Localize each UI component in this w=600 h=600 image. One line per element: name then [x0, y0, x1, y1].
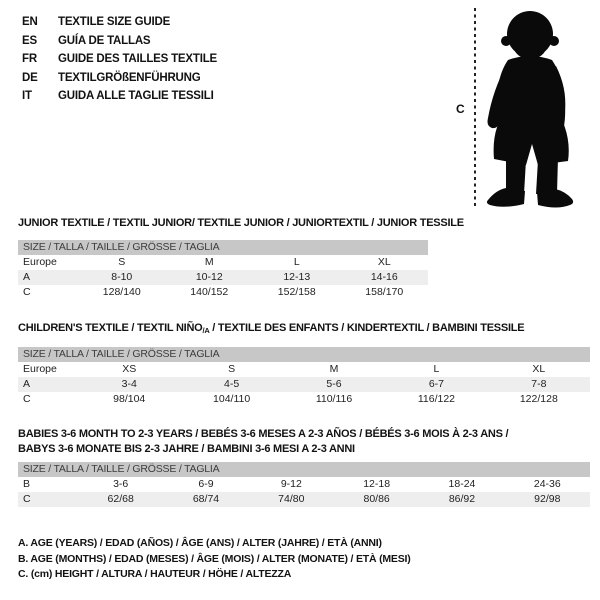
language-code: DE	[22, 71, 38, 84]
table-title-pre: CHILDREN'S TEXTILE / TEXTIL NIÑO	[18, 322, 203, 334]
table-row-age-months	[18, 477, 590, 492]
size-cell: 86/92	[448, 493, 476, 505]
note-age-months: B. AGE (MONTHS) / EDAD (MESES) / ÂGE (MOIS) / ALTER (MONATE) / ETÀ (MESI)	[18, 552, 411, 565]
size-cell: M	[204, 256, 214, 268]
size-cell: 3-4	[121, 378, 137, 390]
size-cell: 110/116	[315, 393, 353, 405]
size-cell: 12-18	[363, 478, 391, 490]
size-cell: XL	[532, 363, 546, 375]
size-cell: S	[228, 363, 236, 375]
size-cell: 14-16	[370, 271, 398, 283]
size-cell: 3-6	[113, 478, 129, 490]
note-age-years: A. AGE (YEARS) / EDAD (AÑOS) / ÂGE (ANS) / ALTER (JAHRE) / ETÀ (ANNI)	[18, 537, 382, 549]
size-cell: 92/98	[534, 493, 561, 505]
language-label: GUIDA ALLE TAGLIE TESSILI	[58, 90, 214, 102]
table-row-height	[18, 492, 590, 507]
table-title-subscript: /A	[202, 326, 210, 335]
table-row-europe	[18, 255, 428, 270]
size-cell: 68/74	[192, 493, 220, 505]
table-title: JUNIOR TEXTILE / TEXTIL JUNIOR/ TEXTILE JUNIOR / JUNIORTEXTIL / JUNIOR TESSILE	[18, 217, 464, 229]
row-label: C	[23, 393, 31, 405]
table-title-line1: BABIES 3-6 MONTH TO 2-3 YEARS / BEBÉS 3-6 MESES A 2-3 AÑOS / BÉBÉS 3-6 MOIS À 2-3 ANS /	[18, 428, 509, 440]
table-row-height	[18, 392, 590, 407]
size-figure	[450, 0, 600, 215]
size-cell: S	[118, 256, 126, 268]
table-title-line2: BABYS 3-6 MONATE BIS 2-3 JAHRE / BAMBINI 3-6 MESI A 2-3 ANNI	[18, 443, 355, 455]
note-height: C. (cm) HEIGHT / ALTURA / HAUTEUR / HÖHE / ALTEZZA	[18, 568, 292, 580]
language-label: GUIDE DES TAILLES TEXTILE	[58, 53, 217, 65]
size-header-bar: SIZE / TALLA / TAILLE / GRÖSSE / TAGLIA	[18, 462, 590, 477]
language-code: EN	[22, 16, 38, 28]
row-label: C	[23, 286, 31, 298]
row-label: C	[23, 493, 31, 505]
table-title	[18, 427, 590, 457]
size-cell: 140/152	[190, 286, 229, 298]
row-label: Europe	[23, 256, 57, 268]
language-label: TEXTILGRÖßENFÜHRUNG	[58, 71, 201, 84]
size-cell: 128/140	[102, 286, 141, 298]
row-label: A	[23, 271, 31, 283]
size-cell: 80/86	[363, 493, 390, 505]
size-cell: 152/158	[277, 286, 316, 298]
size-cell: 104/110	[213, 393, 251, 405]
size-cell: 4-5	[224, 378, 240, 390]
language-row-de	[22, 69, 217, 88]
height-measure-label: C	[456, 102, 465, 116]
size-cell: 6-7	[428, 378, 445, 390]
language-row-es	[22, 32, 217, 51]
language-code: IT	[22, 90, 32, 102]
language-row-fr	[22, 50, 217, 69]
language-list	[22, 13, 217, 106]
size-cell: M	[329, 363, 339, 375]
size-header-bar: SIZE / TALLA / TAILLE / GRÖSSE / TAGLIA	[18, 347, 590, 362]
table-row-age	[18, 270, 428, 285]
size-cell: 122/128	[519, 393, 558, 405]
language-label: GUÍA DE TALLAS	[58, 34, 151, 47]
size-cell: L	[293, 256, 300, 268]
size-cell: 116/122	[417, 393, 456, 405]
size-header-bar: SIZE / TALLA / TAILLE / GRÖSSE / TAGLIA	[18, 240, 428, 255]
table-title	[18, 322, 590, 337]
legend-notes	[18, 536, 411, 583]
table-junior-textile	[18, 217, 464, 300]
size-cell: 7-8	[531, 378, 547, 390]
size-cell: 8-10	[111, 271, 133, 283]
language-code: FR	[22, 53, 37, 65]
size-cell: 98/104	[113, 393, 146, 405]
size-cell: 24-36	[533, 478, 561, 490]
size-cell: 5-6	[326, 378, 342, 390]
size-cell: 12-13	[283, 271, 311, 283]
height-dashed-line	[474, 8, 476, 208]
size-cell: 62/68	[107, 493, 134, 505]
size-cell: L	[433, 363, 440, 375]
size-cell: 10-12	[195, 271, 223, 283]
table-childrens-textile	[18, 322, 590, 407]
table-title-post: / TEXTILE DES ENFANTS / KINDERTEXTIL / BAMBINI TESSILE	[209, 322, 525, 334]
row-label: Europe	[23, 363, 57, 375]
table-row-age	[18, 377, 590, 392]
size-cell: 158/170	[365, 286, 404, 298]
size-cell: XS	[122, 363, 137, 375]
size-cell: 18-24	[448, 478, 476, 490]
language-row-en	[22, 13, 217, 32]
size-cell: XL	[377, 256, 391, 268]
baby-silhouette	[480, 8, 580, 208]
size-cell: 74/80	[278, 493, 305, 505]
size-cell: 6-9	[198, 478, 214, 490]
language-row-it	[22, 87, 217, 106]
row-label: A	[23, 378, 31, 390]
language-label: TEXTILE SIZE GUIDE	[58, 16, 171, 28]
table-row-europe	[18, 362, 590, 377]
size-cell: 9-12	[280, 478, 302, 490]
language-code: ES	[22, 34, 37, 47]
row-label: B	[23, 478, 31, 490]
table-babies-textile	[18, 427, 590, 507]
table-row-height	[18, 285, 428, 300]
